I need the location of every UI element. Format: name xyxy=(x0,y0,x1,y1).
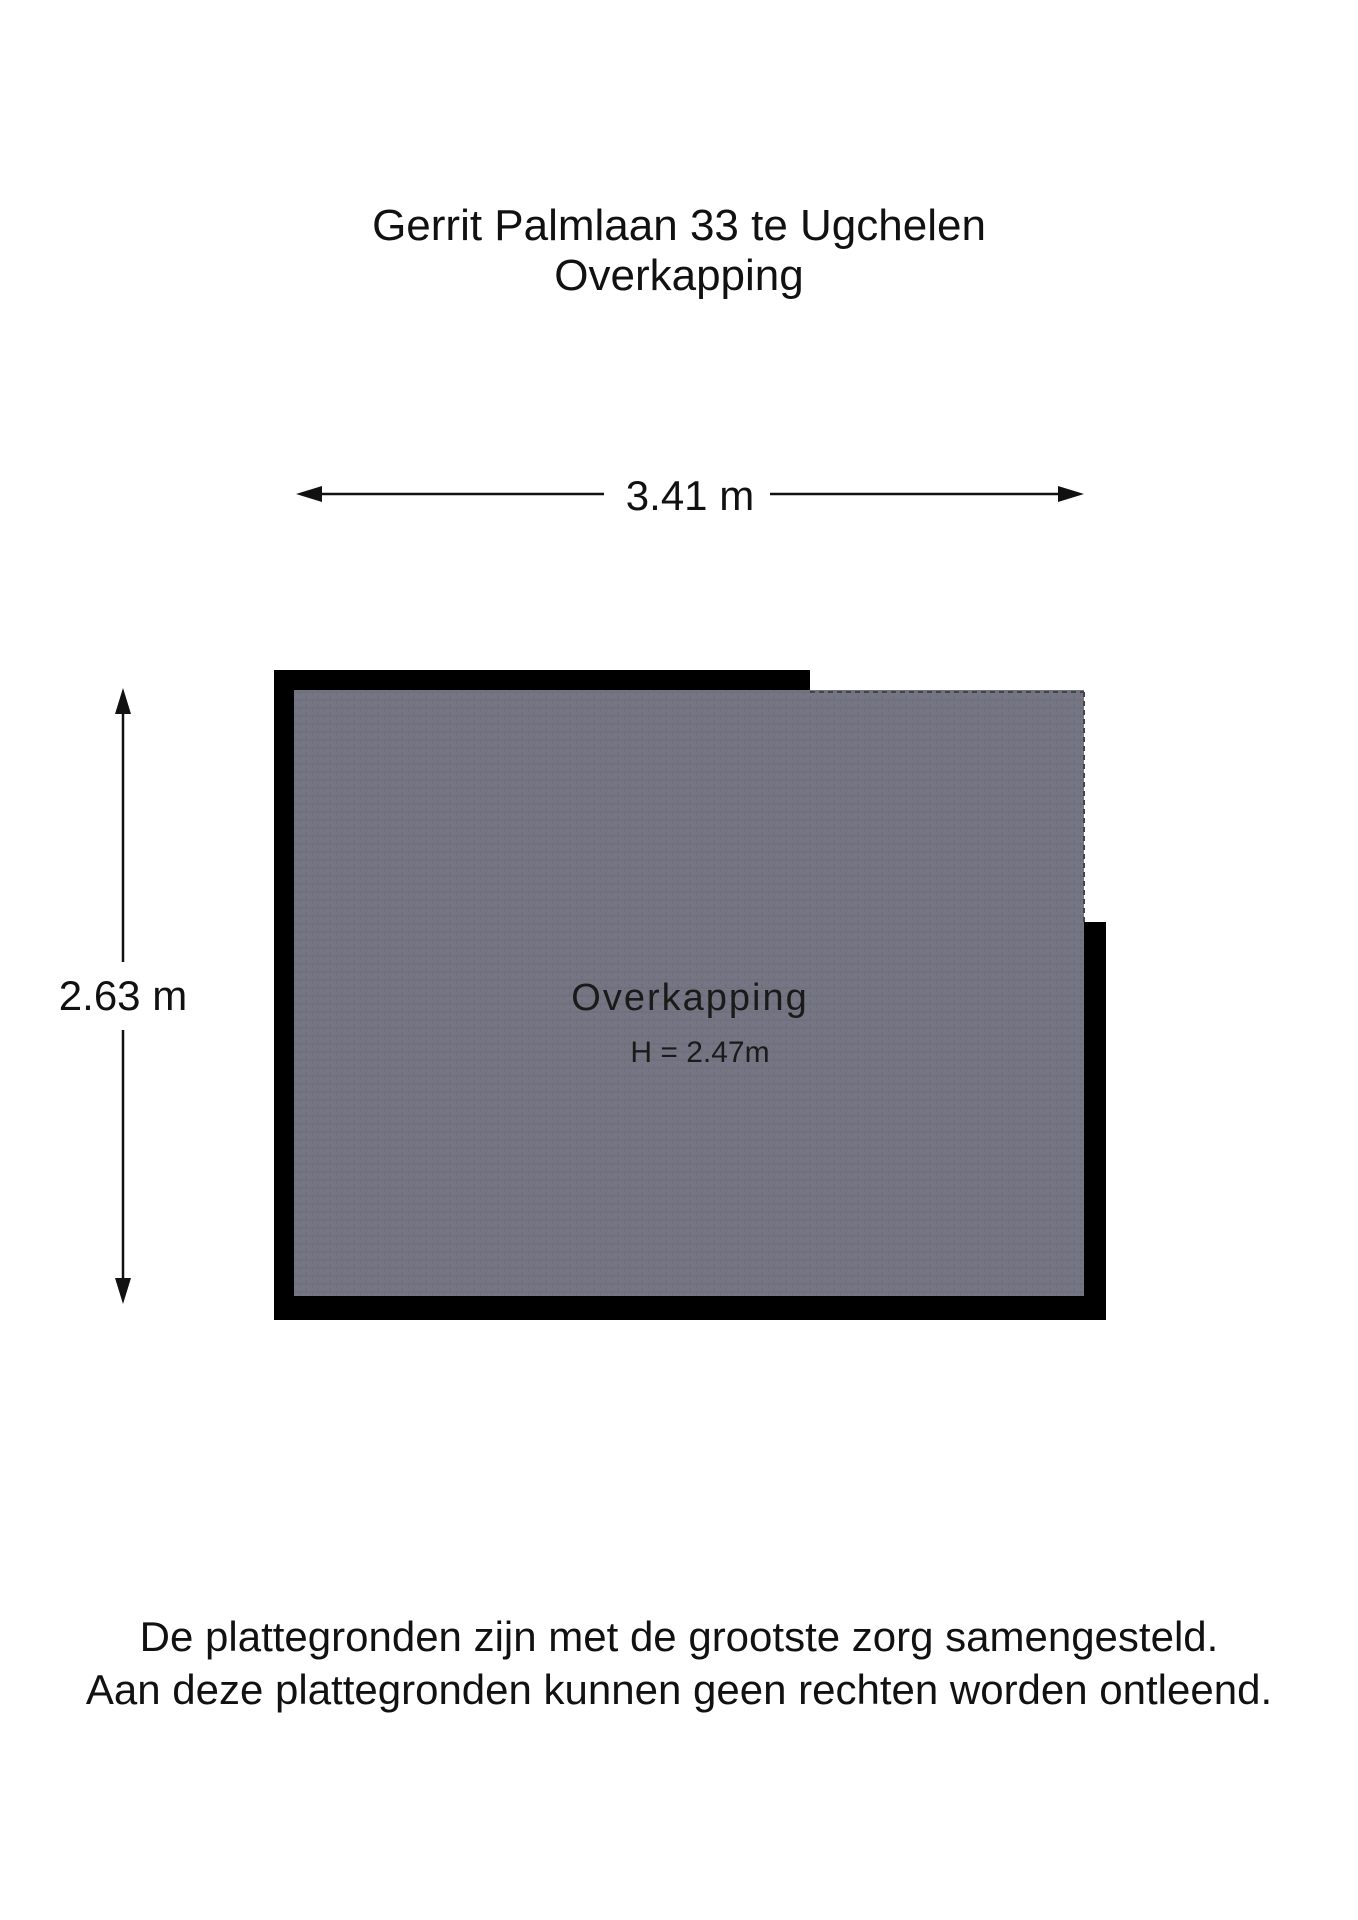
arrow-right-icon xyxy=(1058,486,1084,502)
arrow-up-icon xyxy=(115,688,131,714)
wall-left xyxy=(274,670,294,1320)
depth-dimension xyxy=(59,688,187,1304)
wall-right xyxy=(1084,922,1106,1320)
arrow-down-icon xyxy=(115,1278,131,1304)
plan-floor-title: Overkapping xyxy=(554,251,804,300)
room-name: Overkapping xyxy=(571,977,809,1019)
depth-label: 2.63 m xyxy=(58,972,188,1019)
width-label: 3.41 m xyxy=(625,472,755,519)
disclaimer-line-2: Aan deze plattegronden kunnen geen rechten worden ontleend. xyxy=(85,1666,1273,1713)
wall-top xyxy=(274,670,810,690)
plan-address-title: Gerrit Palmlaan 33 te Ugchelen xyxy=(372,201,986,250)
width-dimension xyxy=(296,472,1084,519)
room-height: H = 2.47m xyxy=(630,1036,770,1069)
wall-bottom xyxy=(274,1296,1106,1320)
arrow-left-icon xyxy=(296,486,322,502)
disclaimer-line-1: De plattegronden zijn met de grootste zorg samengesteld. xyxy=(139,1613,1219,1660)
